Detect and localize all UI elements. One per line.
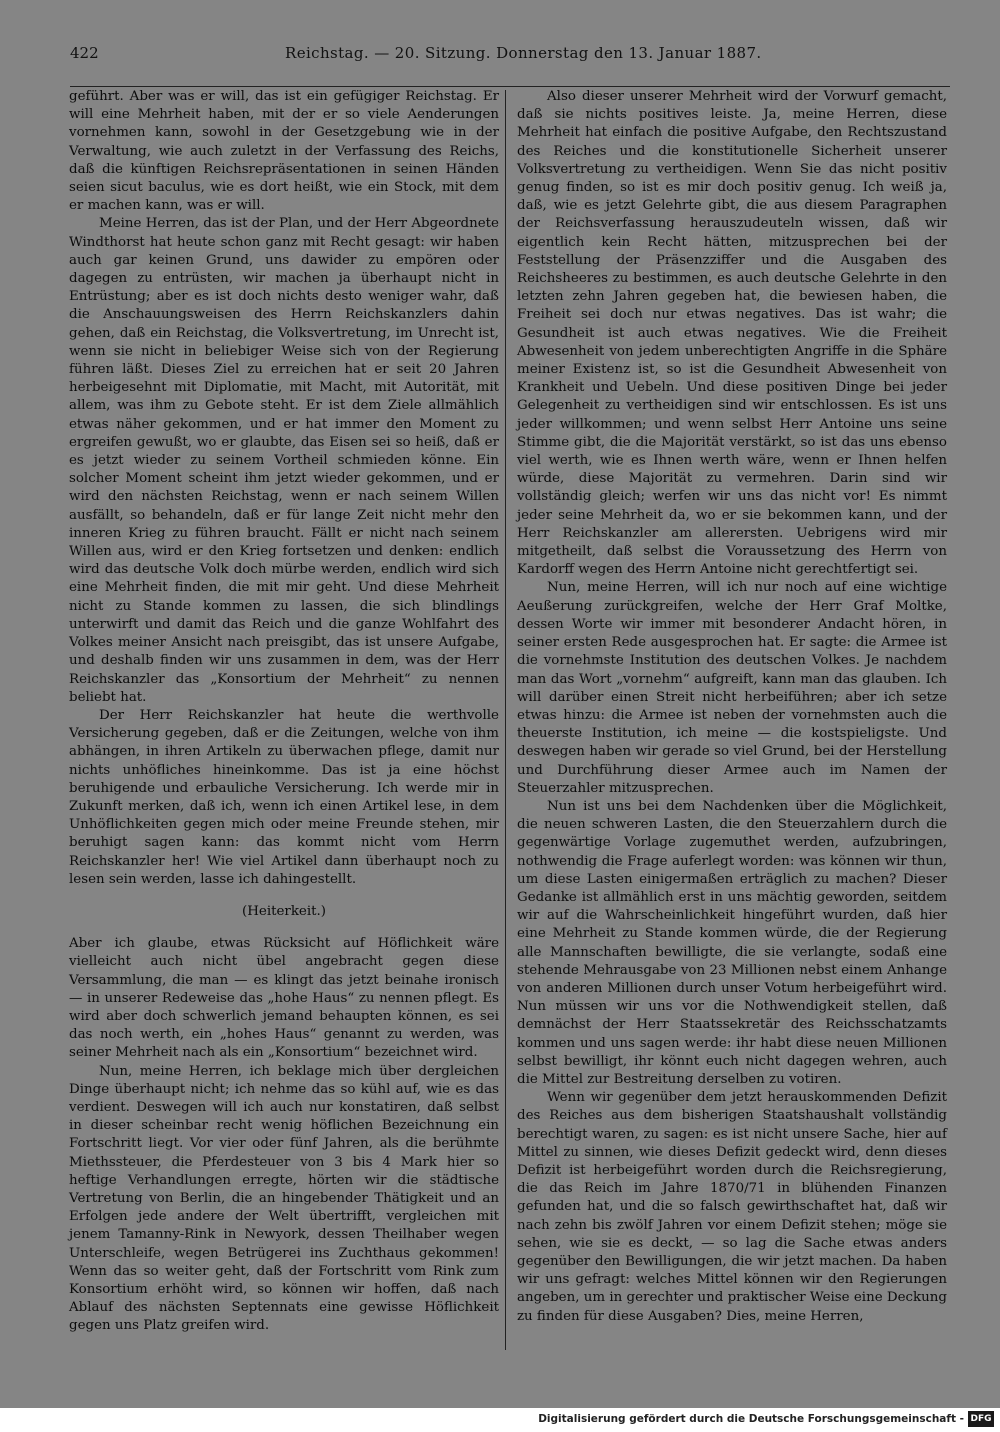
stage-direction: (Heiterkeit.) [242,903,326,919]
paragraph: Nun, meine Herren, ich beklage mich über dergleichen Dinge überhaupt nicht; ich nehme das so kühl auf, wie es das verdient. Deswegen will ich auch nur konstatiren, daß selbst in dieser scheinbar recht wenig höflichen Bezeichnung ein Fortschritt liegt. Vor vier oder fünf Jahren, als die berühmte Miethssteuer, die Pferdesteuer von 3 bis 4 Mark hier so heftige Verhandlungen erregte, hörten wir die städtische Vertretung von Berlin, die an hingebender Thätigkeit und an Erfolgen jede andere der Welt übertrifft, vergleichen mit jenem Tamanny-Rink in Newyork, dessen Theilhaber wegen Unterschleife, wegen Betrügerei ins Zuchthaus gekommen! Wenn das so weiter geht, daß der Fortschritt vom Rink zum Konsortium erhöht wird, so können wir hoffen, daß nach Ablauf des nächsten Septennats eine gewisse Höflichkeit gegen uns Platz greifen wird. [69,1063,499,1334]
digitization-credit: Digitalisierung gefördert durch die Deutsche Forschungsgemeinschaft - [538,1413,964,1425]
paragraph: Der Herr Reichskanzler hat heute die werthvolle Versicherung gegeben, daß er die Zeitungen, welche von ihm abhängen, in ihren Artikeln zu überwachen pflege, damit nur nichts unhöfliches hineinkomme. Das ist ja eine höchst beruhigende und erbauliche Versicherung. Ich werde mir in Zukunft merken, daß ich, wenn ich einen Artikel lese, in dem Unhöflichkeiten gegen mich oder meine Freunde stehen, mir beruhigt sagen kann: das kommt nicht vom Herrn Reichskanzler her! Wie viel Artikel dann überhaupt noch zu lesen sein werden, lasse ich dahingestellt. [69,707,499,887]
paragraph: Wenn wir gegenüber dem jetzt herauskommenden Defizit des Reiches aus dem bisherigen Staatshaushalt vollständig berechtigt waren, zu sagen: es ist nicht unsere Sache, hier auf Mittel zu sinnen, wie dieses Defizit gedeckt wird, denn dieses Defizit ist herbeigeführt worden durch die Reichsregierung, die das Reich im Jahre 1870/71 in blühenden Finanzen gefunden hat, und die so falsch gewirthschaftet hat, daß wir nach zehn bis zwölf Jahren vor einem Defizit stehen; möge sie sehen, wie sie es deckt, — so lag die Sache etwas anders gegenüber den Bewilligungen, die wir jetzt machen. Da haben wir uns gefragt: welches Mittel können wir den Regierungen angeben, um in gerechter und praktischer Weise eine Deckung zu finden für diese Ausgaben? Dies, meine Herren, [517,1090,947,1324]
paragraph: Aber ich glaube, etwas Rücksicht auf Höflichkeit wäre vielleicht auch nicht übel angebracht gegen diese Versammlung, die man — es klingt das jetzt beinahe ironisch — in unserer Redeweise das „hohe Haus“ zu nennen pflegt. Es wird aber doch schwerlich jemand behaupten können, es sei das noch werth, ein „hohes Haus“ genannt zu werden, was seiner Mehrheit nach als ein „Konsortium“ bezeichnet wird. [69,936,499,1061]
left-column [69,88,499,1336]
paragraph: Also dieser unserer Mehrheit wird der Vorwurf gemacht, daß sie nichts positives leiste. Ja, meine Herren, diese Mehrheit hat einfach die positive Aufgabe, den Rechtszustand des Reiches und die konstitutionelle Sicherheit unserer Volksvertretung zu vertheidigen. Wenn Sie das nicht positiv genug finden, so ist es mir doch positiv genug. Ich weiß ja, daß, wie es jetzt Gelehrte gibt, die aus diesem Paragraphen der Reichsverfassung herauszudeuteln wissen, daß wir eigentlich kein Recht hätten, mitzusprechen bei der Feststellung der Präsenzziffer und die Ausgaben des Reichsheeres zu bestimmen, es auch deutsche Gelehrte in den letzten zehn Jahren gegeben hat, die bewiesen haben, die Freiheit sei doch nur etwas negatives. Das ist wahr; die Gesundheit ist auch etwas negatives. Wie die Freiheit Abwesenheit von jedem unberechtigten Angriffe in die Sphäre meiner Existenz ist, so ist die Gesundheit Abwesenheit von Krankheit und Uebeln. Und diese positiven Dinge bei jeder Gelegenheit zu vertheidigen sind wir entschlossen. Es ist uns jeder willkommen; und wenn selbst Herr Antoine uns seine Stimme gibt, die die Majorität verstärkt, so ist das uns ebenso viel werth, wie es Ihnen werth wäre, wenn er Ihnen helfen würde, diese Majorität zu vermehren. Darin sind wir vollständig gleich; werfen wir uns das nicht vor! Es nimmt jeder seine Mehrheit da, wo er sie bekommen kann, und der Herr Reichskanzler am allerersten. Uebrigens wird mir mitgetheilt, daß selbst die Voraussetzung des Herrn von Kardorff wegen des Herrn Antoine nicht gerechtfertigt sei. [517,89,947,578]
paragraph: geführt. Aber was er will, das ist ein gefügiger Reichstag. Er will eine Mehrheit haben, mit der er so viele Aenderungen vornehmen kann, sowohl in der Gesetzgebung wie in der Verwaltung, wie auch zuletzt in der Verfassung des Reichs, daß die künftigen Reichsrepräsentationen in seinen Händen seien sicut baculus, wie es dort heißt, wie ein Stock, mit dem er machen kann, was er will. [69,89,499,214]
column-divider [505,90,506,1350]
page-number: 422 [70,44,99,62]
right-column [517,88,947,1326]
dfg-logo-icon: DFG [968,1411,994,1427]
footer-bar [0,1408,1000,1432]
paragraph: Meine Herren, das ist der Plan, und der Herr Abgeordnete Windthorst hat heute schon ganz mit Recht gesagt: wir haben auch gar keinen Grund, uns dawider zu empören oder dagegen zu entrüsten, wir machen ja überhaupt nicht in Entrüstung; aber es ist doch nichts desto weniger wahr, daß die Anschauungsweisen des Herrn Reichskanzlers dahin gehen, daß ein Reichstag, die Volksvertretung, im Unrecht ist, wenn sie nicht in beliebiger Weise sich von der Regierung führen läßt. Dieses Ziel zu erreichen hat er seit 20 Jahren herbeigesehnt mit Diplomatie, mit Macht, mit Autorität, mit allem, was ihm zu Gebote steht. Er ist dem Ziele allmählich etwas näher gekommen, und er hat immer den Moment zu ergreifen gewußt, wo er glaubte, das Eisen sei so heiß, daß er es jetzt wieder zu seinem Vortheil schmieden könne. Ein solcher Moment scheint ihm jetzt wieder gekommen, und er wird den nächsten Reichstag, wenn er nach seinem Willen ausfällt, so behandeln, daß er für lange Zeit nicht mehr den inneren Krieg zu führen braucht. Fällt er nicht nach seinem Willen aus, wird er den Krieg fortsetzen und denken: endlich wird das deutsche Volk doch mürbe werden, endlich wird sich eine Mehrheit finden, die mit mir geht. Und diese Mehrheit nicht zu Stande kommen zu lassen, die sich blindlings unterwirft und damit das Reich und die ganze Wohlfahrt des Volkes meiner Ansicht nach preisgibt, das ist unsere Aufgabe, und deshalb finden wir uns zusammen in dem, was der Herr Reichskanzler das „Konsortium der Mehrheit“ zu nennen beliebt hat. [69,216,499,705]
header-rule [70,86,950,87]
page-header [70,44,950,68]
running-title: Reichstag. — 20. Sitzung. Donnerstag den 13. Januar 1887. [285,44,762,62]
paragraph: Nun ist uns bei dem Nachdenken über die Möglichkeit, die neuen schweren Lasten, die den Steuerzahlern durch die gegenwärtige Vorlage zugemuthet werden, aufzubringen, nothwendig die Frage auferlegt worden: was können wir thun, um diese Lasten einigermaßen erträglich zu machen? Dieser Gedanke ist allmählich erst in uns mächtig geworden, seitdem wir auf die Wahrscheinlichkeit hingeführt wurden, daß hier eine Mehrheit zu Stande kommen würde, die der Regierung alle Mannschaften bewilligte, die sie verlangte, sodaß eine stehende Mehrausgabe von 23 Millionen nebst einem Anhange von anderen Millionen durch unser Votum herbeigeführt wird. Nun müssen wir uns vor die Nothwendigkeit stellen, daß demnächst der Herr Staatssekretär des Reichsschatzamts kommen und uns sagen werde: ihr habt diese neuen Millionen selbst bewilligt, ihr könnt euch nicht dagegen wehren, auch die Mittel zur Bestreitung derselben zu votiren. [517,798,947,1087]
paragraph: Nun, meine Herren, will ich nur noch auf eine wichtige Aeußerung zurückgreifen, welche der Herr Graf Moltke, dessen Worte wir immer mit besonderer Andacht hören, in seiner ersten Rede ausgesprochen hat. Er sagte: die Armee ist die vornehmste Institution des deutschen Volkes. Je nachdem man das Wort „vornehm“ aufgreift, kann man das glauben. Ich will darüber einen Streit nicht herbeiführen; aber ich setze etwas hinzu: die Armee ist neben der vornehmsten auch die theuerste Institution, ich meine — die kostspieligste. Und deswegen haben wir gerade so viel Grund, bei der Herstellung und Durchführung dieser Armee auch im Namen der Steuerzahler mitzusprechen. [517,580,947,796]
